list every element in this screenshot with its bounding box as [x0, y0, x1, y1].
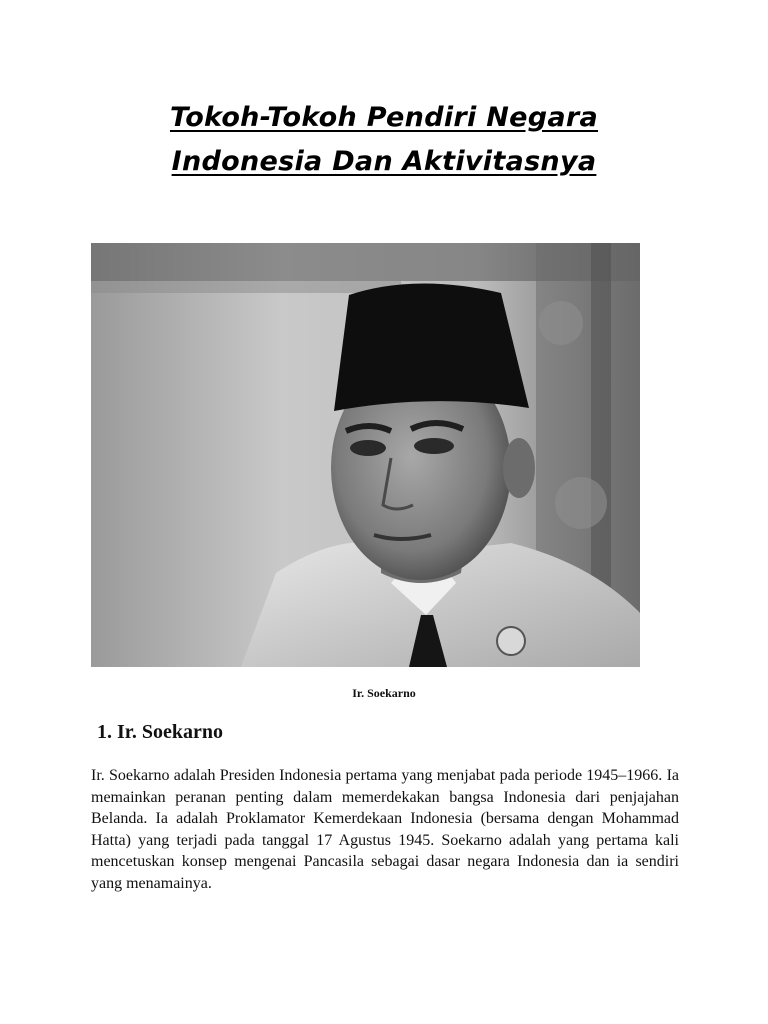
title-line-2: Indonesia Dan Aktivitasnya — [171, 146, 597, 177]
page-title — [80, 96, 688, 184]
section-paragraph: Ir. Soekarno adalah Presiden Indonesia pertama yang menjabat pada periode 1945–1966. Ia memainkan peranan penting dalam memerdekakan bangsa Indonesia dari penjajahan Belanda. Ia adalah Proklamator Kemerdekaan Indonesia (bersama dengan Mohammad Hatta) yang terjadi pada tanggal 17 Agustus 1945. Soekarno adalah yang pertama kali mencetuskan konsep mengenai Pancasila sebagai dasar negara Indonesia dan ia sendiri yang menamainya. — [91, 767, 679, 892]
title-line-1: Tokoh-Tokoh Pendiri Negara — [169, 102, 599, 133]
section-heading: 1. Ir. Soekarno — [97, 721, 223, 743]
photo-caption: Ir. Soekarno — [352, 686, 416, 700]
portrait-photo — [91, 243, 640, 667]
